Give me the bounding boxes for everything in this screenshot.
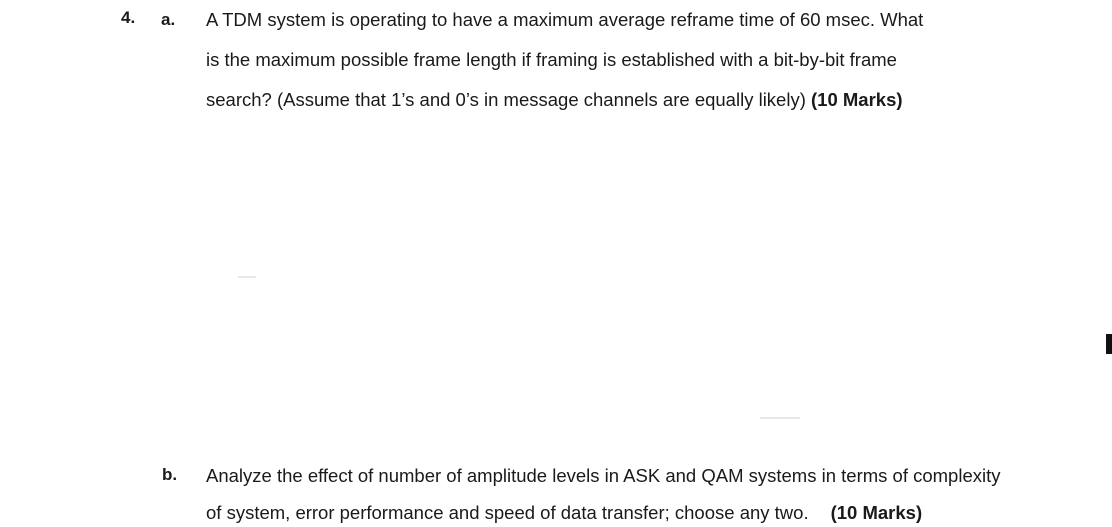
scan-speck (238, 276, 256, 278)
part-b-label: b. (162, 465, 178, 484)
part-a-line-3 (206, 89, 903, 111)
part-a-label: a. (161, 10, 176, 29)
part-a-line-1: A TDM system is operating to have a maximum average reframe time of 60 msec. What (206, 9, 924, 30)
scan-speck (760, 417, 800, 419)
question-number: 4. (121, 8, 136, 27)
part-a-line-3-text: search? (Assume that 1’s and 0’s in message channels are equally likely) (206, 89, 806, 110)
part-b-marks: (10 Marks) (830, 502, 923, 523)
part-a-marks: (10 Marks) (811, 89, 903, 110)
part-b-line-2 (206, 502, 922, 524)
part-b-line-1: Analyze the effect of number of amplitude levels in ASK and QAM systems in terms of complexity (206, 465, 1001, 486)
part-b-line-2-text: of system, error performance and speed of data transfer; choose any two. (206, 502, 809, 523)
scan-edge-mark (1106, 334, 1112, 354)
part-a-line-2: is the maximum possible frame length if framing is established with a bit-by-bit frame (206, 49, 897, 70)
